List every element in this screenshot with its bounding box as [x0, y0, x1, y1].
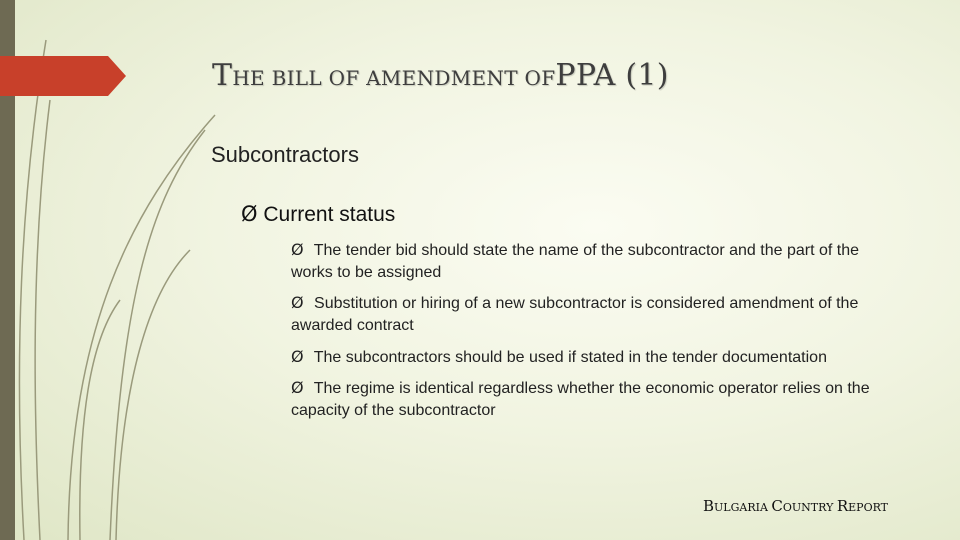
title-acronym: PPA	[555, 58, 616, 93]
title-smallcaps: HE BILL OF AMENDMENT OF	[232, 66, 556, 90]
list-item-text: The regime is identical regardless whether the economic operator relies on the capacity of the subcontractor	[291, 380, 870, 419]
list-item-text: The subcontractors should be used if stated in the tender documentation	[313, 349, 827, 366]
footer-report-label: BULGARIA COUNTRY REPORT	[703, 497, 889, 515]
list-item	[291, 346, 897, 369]
bullet-arrow-icon: Ø	[291, 378, 304, 397]
section-heading: Subcontractors	[211, 142, 359, 167]
list-item	[291, 377, 897, 422]
level1-bullet	[241, 202, 395, 227]
title-accent-tab	[0, 56, 126, 96]
bullet-arrow-icon: Ø	[291, 293, 304, 312]
list-item	[291, 239, 897, 284]
slide-title	[212, 58, 669, 93]
title-initial: T	[212, 58, 233, 93]
list-item-text: Substitution or hiring of a new subcontractor is considered amendment of the awarded contract	[291, 295, 859, 334]
list-item	[291, 292, 897, 337]
list-item-text: The tender bid should state the name of the subcontractor and the part of the works to be assigned	[291, 242, 859, 281]
bullet-arrow-icon: Ø	[241, 202, 258, 226]
title-number: (1)	[615, 58, 669, 93]
bullet-arrow-icon: Ø	[291, 347, 304, 366]
bullet-arrow-icon: Ø	[291, 240, 304, 259]
level1-text: Current status	[263, 203, 396, 226]
